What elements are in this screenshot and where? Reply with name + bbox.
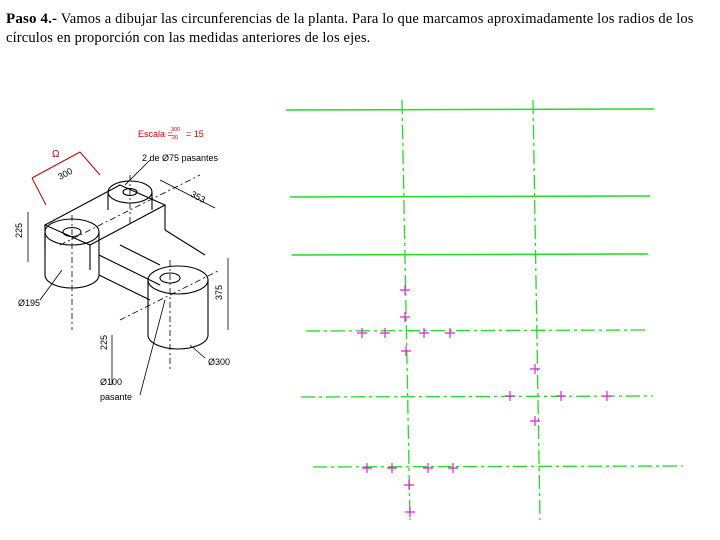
center-line-1 — [306, 330, 646, 331]
hole-100-label: Ø100 — [100, 377, 123, 387]
dim-353-label: 353 — [189, 188, 208, 205]
dim-300-circle-label: Ø300 — [208, 357, 231, 367]
axis-line-top — [286, 109, 654, 110]
isometric-reference-figure — [0, 120, 250, 420]
axis-line-middle — [292, 254, 648, 255]
dim-225-bottom-label: 225 — [99, 334, 109, 350]
radius-marks-right — [505, 364, 612, 426]
radius-marks-lower — [362, 463, 458, 517]
holes-label: 2 de Ø75 pasantes — [142, 153, 219, 163]
center-line-2 — [301, 396, 653, 397]
dim-195-label: Ø195 — [18, 298, 41, 308]
construction-drawing — [280, 90, 700, 530]
instruction-text — [6, 10, 712, 48]
step-label: Paso 4.- — [6, 11, 58, 27]
vertical-center-left — [402, 100, 410, 520]
omega-label: Ω — [52, 149, 60, 160]
axis-line-upper — [290, 196, 650, 197]
scale-result: = 15 — [186, 129, 204, 139]
center-line-3 — [313, 466, 683, 467]
dim-300-label: 300 — [56, 165, 75, 182]
scale-fraction-bottom: 20 — [172, 135, 179, 141]
scale-fraction-top: 300 — [171, 127, 181, 133]
pasante-label: pasante — [100, 392, 133, 402]
dim-225-left-label: 225 — [14, 222, 24, 238]
vertical-center-right — [533, 100, 540, 520]
step-description: Vamos a dibujar las circunferencias de la planta. Para lo que marcamos aproximadamente los radios de los círculos en proporción con las medidas anteriores de los ejes. — [6, 11, 694, 46]
scale-label: Escala = — [138, 129, 173, 139]
dim-375-label: 375 — [214, 284, 224, 300]
